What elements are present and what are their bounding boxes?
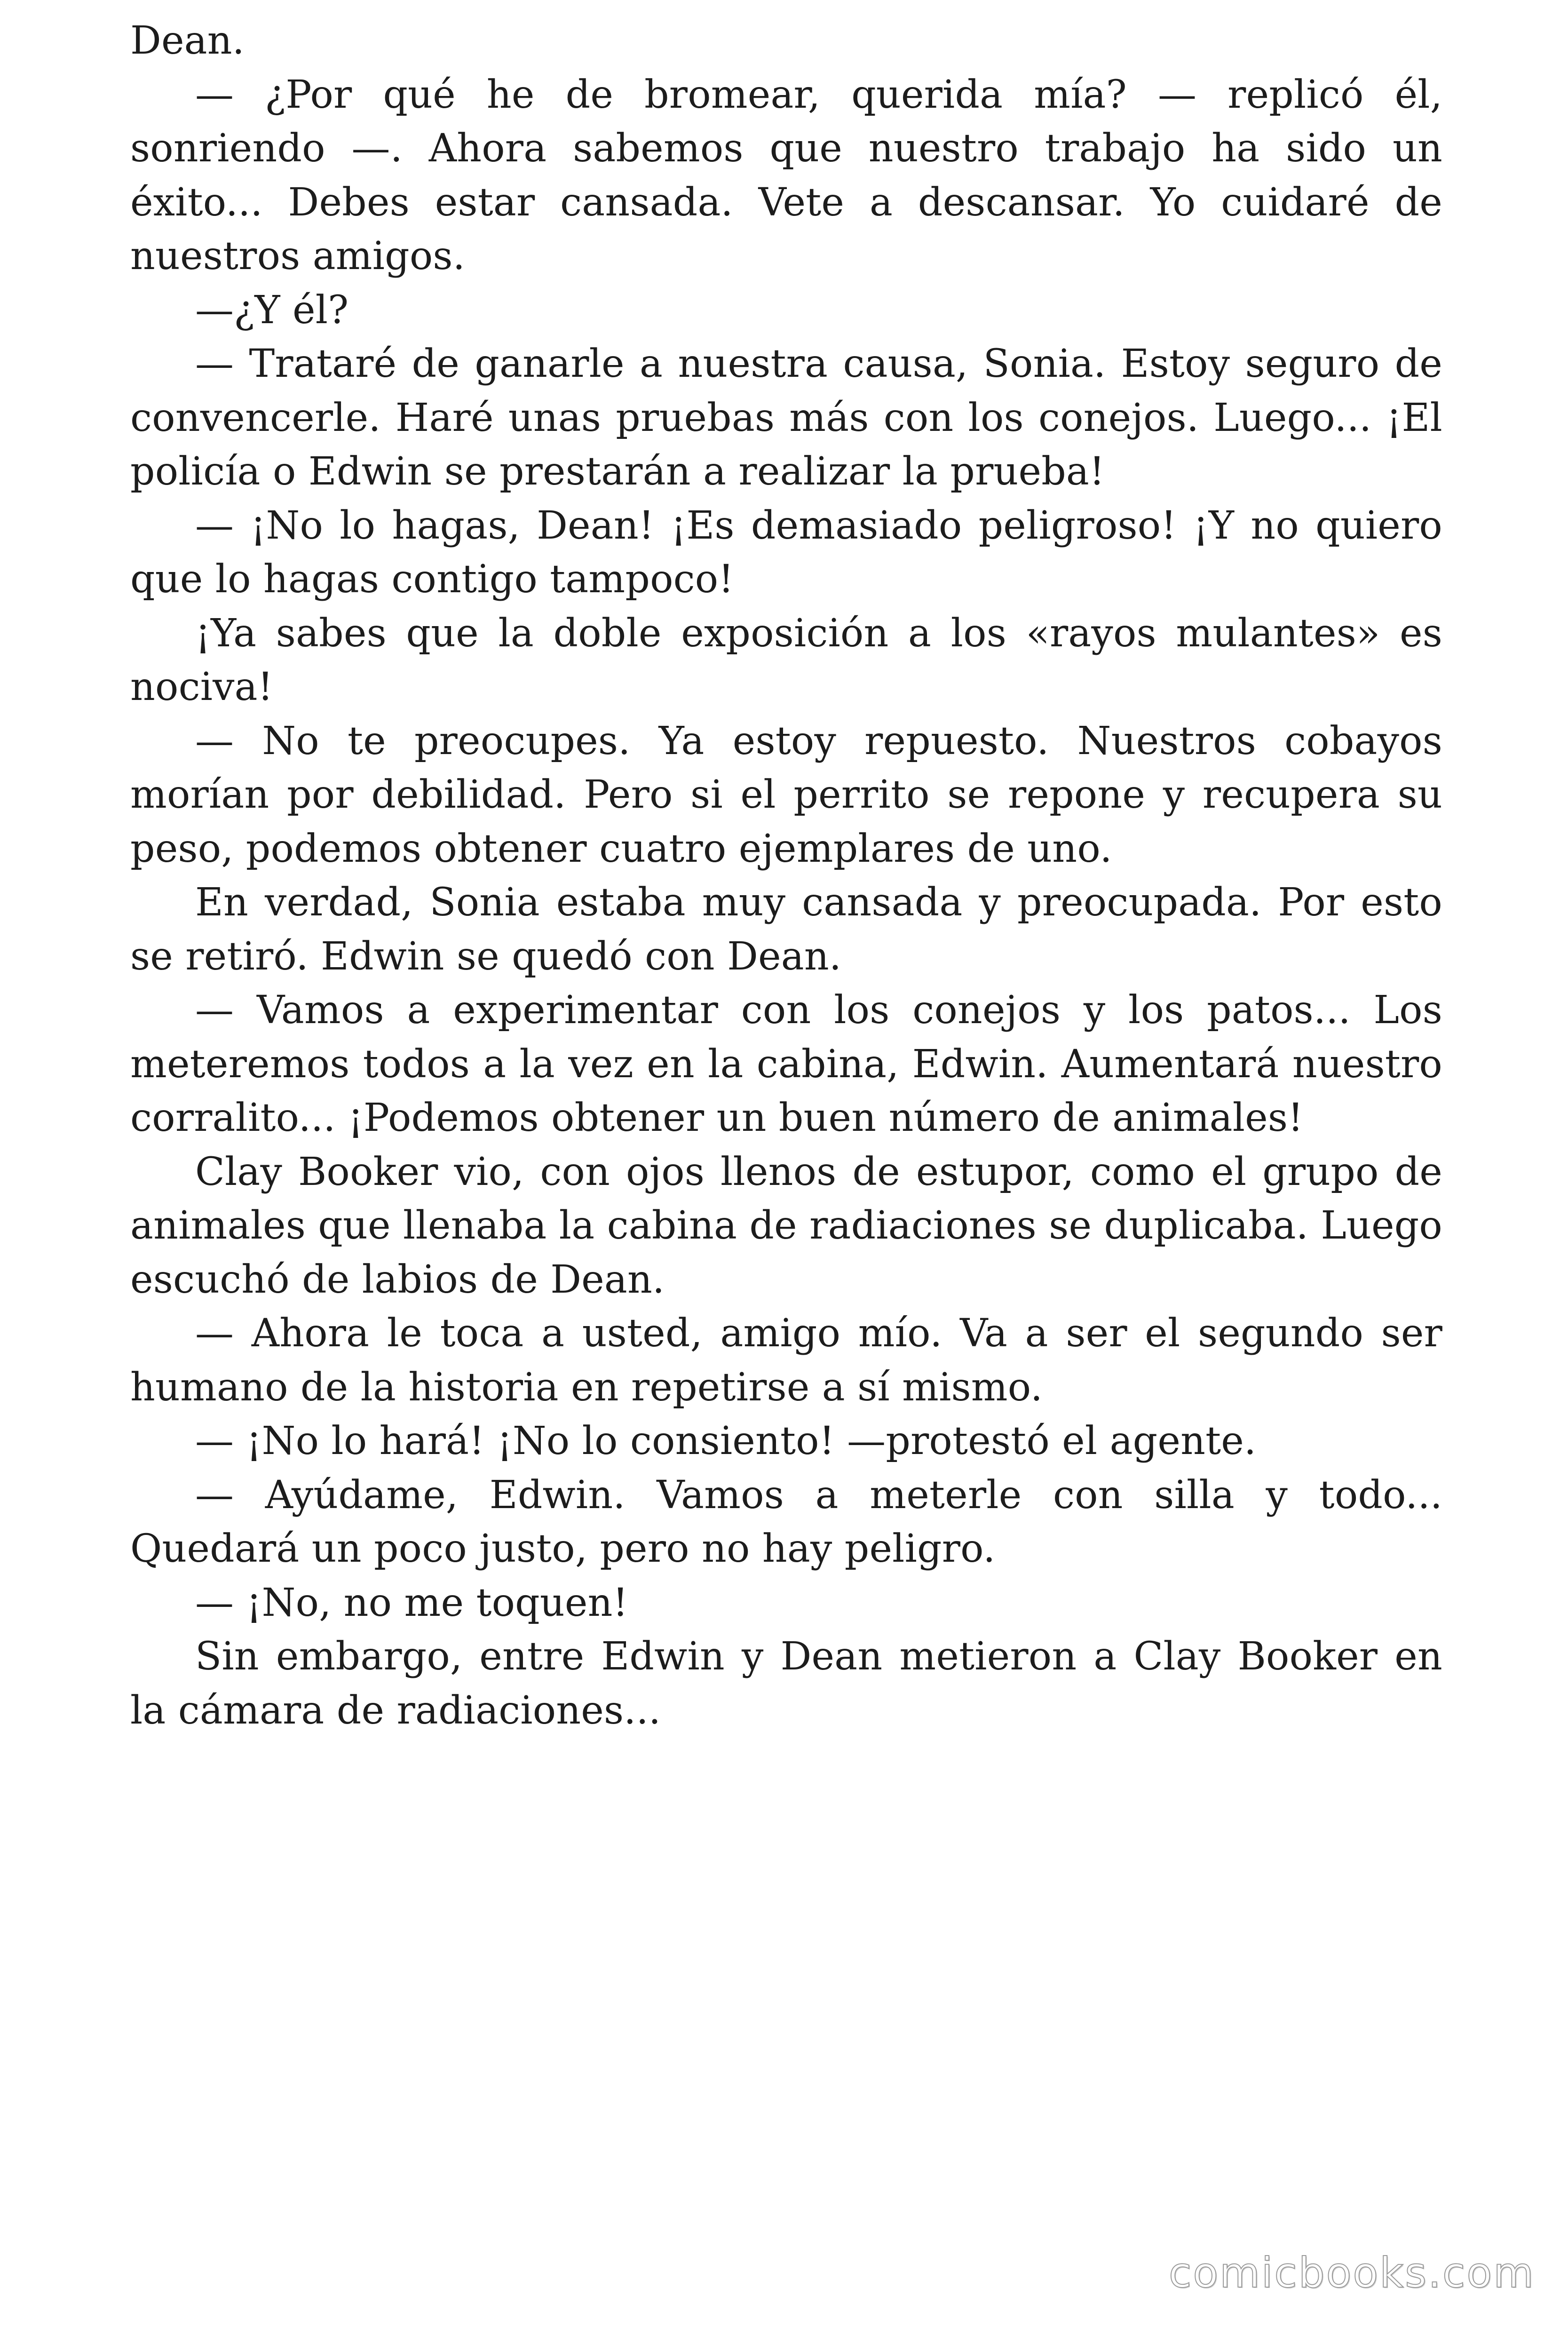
paragraph: —¿Y él? xyxy=(195,287,349,333)
page-text xyxy=(130,14,1442,1738)
paragraph: — Vamos a experimentar con los conejos y los patos... Los meteremos todos a la vez en la cabina, Edwin. Aumentará nuestro corralito... ¡Podemos obtener un buen número de animales! xyxy=(130,988,1442,1140)
paragraph: — Ahora le toca a usted, amigo mío. Va a ser el segundo ser humano de la historia en repetirse a sí mismo. xyxy=(130,1311,1442,1410)
paragraph: En verdad, Sonia estaba muy cansada y preocupada. Por esto se retiró. Edwin se quedó con Dean. xyxy=(130,880,1442,979)
watermark: comicbooks.com xyxy=(1168,2249,1535,2297)
paragraph: — Ayúdame, Edwin. Vamos a meterle con silla y todo... Quedará un poco justo, pero no hay peligro. xyxy=(130,1472,1442,1571)
paragraph: Dean. xyxy=(130,18,245,63)
paragraph: — ¡No, no me toquen! xyxy=(195,1580,628,1625)
paragraph: — No te preocupes. Ya estoy repuesto. Nuestros cobayos morían por debilidad. Pero si el perrito se repone y recupera su peso, podemos obtener cuatro ejemplares de uno. xyxy=(130,718,1442,871)
paragraph: — Trataré de ganarle a nuestra causa, Sonia. Estoy seguro de convencerle. Haré unas pruebas más con los conejos. Luego... ¡El policía o Edwin se prestarán a realizar la prueba! xyxy=(130,342,1442,494)
paragraph: — ¡No lo hará! ¡No lo consiento! —protestó el agente. xyxy=(195,1419,1257,1463)
paragraph: ¡Ya sabes que la doble exposición a los «rayos mulantes» es nociva! xyxy=(130,611,1442,709)
paragraph: — ¡No lo hagas, Dean! ¡Es demasiado peligroso! ¡Y no quiero que lo hagas contigo tampoco! xyxy=(130,503,1442,602)
paragraph: Sin embargo, entre Edwin y Dean metieron a Clay Booker en la cámara de radiaciones... xyxy=(130,1634,1442,1733)
paragraph: Clay Booker vio, con ojos llenos de estupor, como el grupo de animales que llenaba la cabina de radiaciones se duplicaba. Luego escuchó de labios de Dean. xyxy=(130,1149,1442,1302)
paragraph: — ¿Por qué he de bromear, querida mía? — replicó él, sonriendo —. Ahora sabemos que nuestro trabajo ha sido un éxito... Debes estar cansada. Vete a descansar. Yo cuidaré de nuestros amigos. xyxy=(130,72,1442,278)
